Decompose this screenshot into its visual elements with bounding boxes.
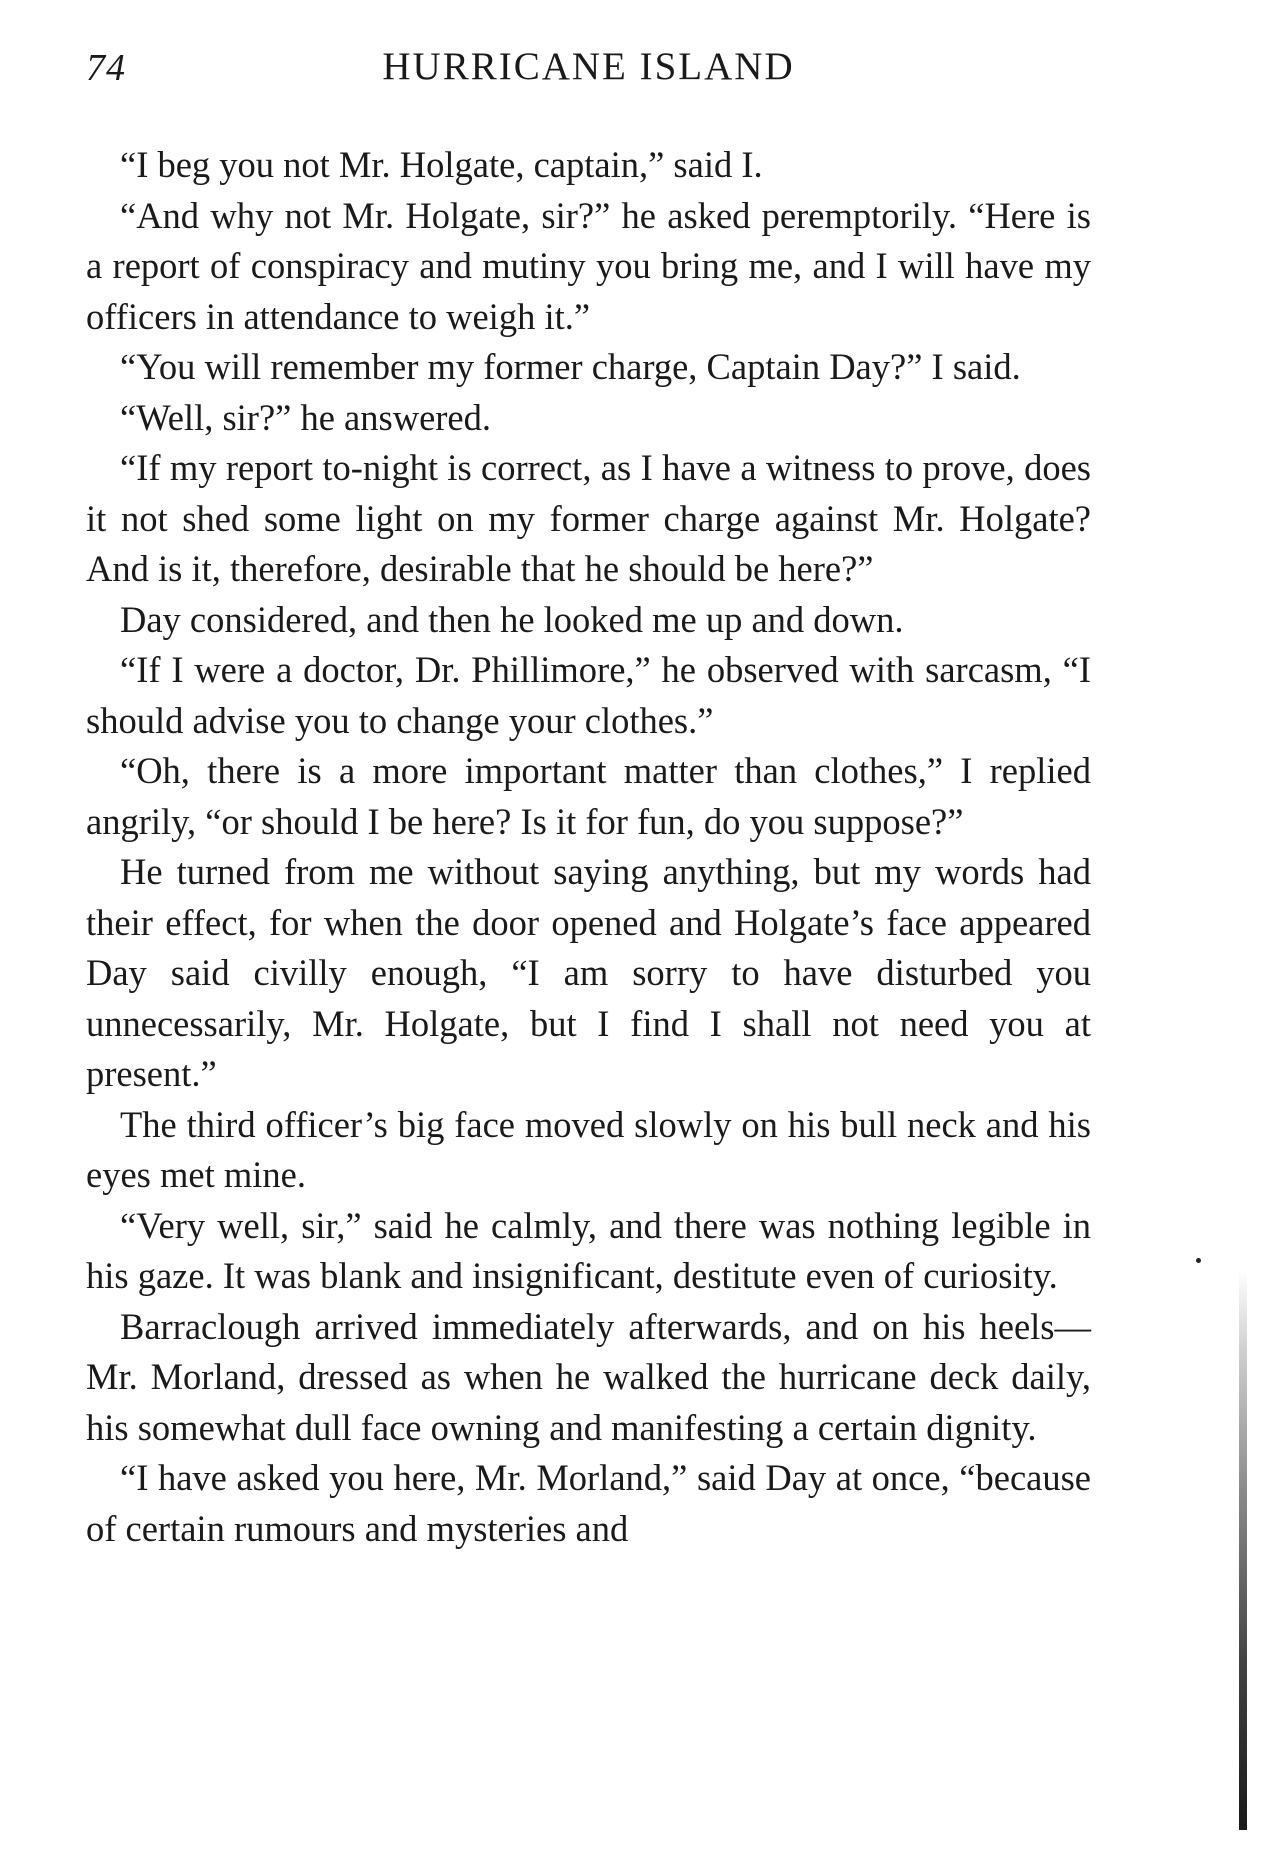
paragraph: “And why not Mr. Holgate, sir?” he asked peremptorily. “Here is a report of conspiracy and mutiny you bring me, and I will have my officers in attendance to weigh it.” (86, 194, 1091, 337)
paragraph: “I have asked you here, Mr. Morland,” said Day at once, “because of certain rumours and mysteries and (86, 1457, 1091, 1549)
paragraph: “If my report to-night is correct, as I have a witness to prove, does it not shed some light on my former charge against Mr. Holgate? And is it, therefore, desirable that he should be here?” (86, 447, 1091, 589)
paragraph: “Oh, there is a more important matter than clothes,” I replied angrily, “or should I be here? Is it for fun, do you suppose?” (86, 750, 1091, 842)
paragraph: Day considered, and then he looked me up and down. (120, 598, 904, 640)
paragraph: “If I were a doctor, Dr. Phillimore,” he observed with sarcasm, “I should advise you to change your clothes.” (86, 649, 1091, 741)
paragraph: “Well, sir?” he answered. (120, 396, 492, 438)
page-header (86, 40, 1091, 96)
scan-speck (1196, 1258, 1201, 1263)
paragraph: The third officer’s big face moved slowly on his bull neck and his eyes met mine. (86, 1103, 1091, 1195)
running-title: HURRICANE ISLAND (382, 45, 795, 88)
page-body-text (86, 140, 1091, 1554)
paragraph: “I beg you not Mr. Holgate, captain,” said I. (120, 144, 763, 185)
page-number: 74 (86, 47, 126, 89)
paragraph: “Very well, sir,” said he calmly, and there was nothing legible in his gaze. It was blank and insignificant, destitute even of curiosity. (86, 1204, 1091, 1296)
paragraph: He turned from me without saying anything, but my words had their effect, for when the door opened and Holgate’s face appeared Day said civilly enough, “I am sorry to have disturbed you unnecessarily, Mr. Holgate, but I find I shall not need you at present.” (86, 851, 1091, 1094)
paragraph: Barraclough arrived immediately afterwards, and on his heels—Mr. Morland, dressed as when he walked the hurricane deck daily, his somewhat dull face owning and manifesting a certain dignity. (86, 1305, 1091, 1448)
paragraph: “You will remember my former charge, Captain Day?” I said. (120, 346, 1021, 387)
scan-page-edge (1239, 1270, 1247, 1830)
